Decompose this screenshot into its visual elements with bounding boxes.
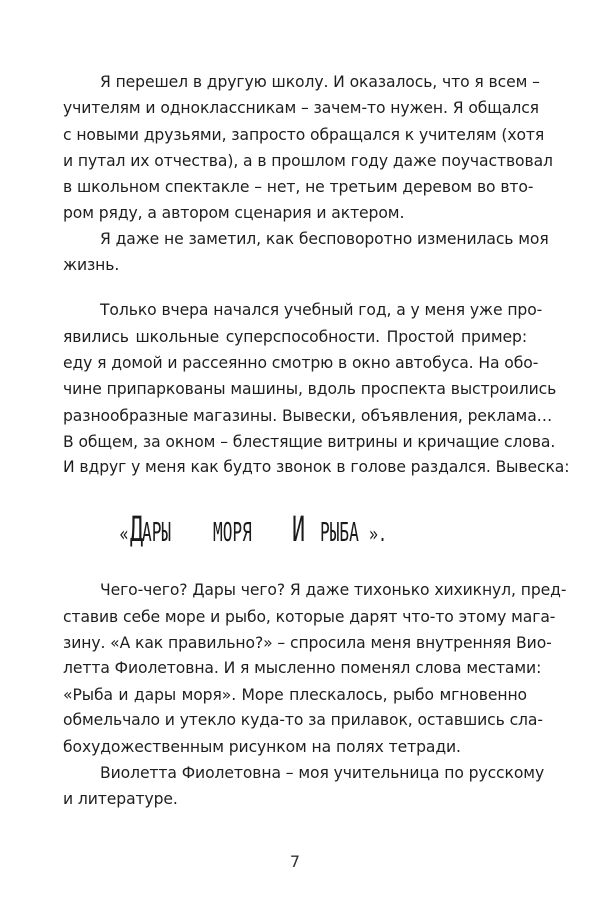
close-quote: ». [369, 522, 388, 546]
text-line: Я перешел в другую школу. И оказалось, что я всем – [100, 73, 540, 91]
text-line: жизнь. [63, 256, 120, 274]
text-line: и путал их отчества), а в прошлом году даже поучаствовал [63, 152, 553, 170]
page-number: 7 [289, 852, 301, 871]
sign-word-morya [213, 518, 276, 548]
text-line: И вдруг у меня как будто звонок в голове раздался. Вывеска: [63, 458, 570, 476]
text-line: зину. «А как правильно?» – спросила меня внутренняя Вио- [63, 634, 552, 652]
text-line: «Рыба и дары моря». Море плескалось, рыбо мгновенно [63, 686, 527, 704]
text-line: в школьном спектакле – нет, не третьим деревом во вто- [63, 178, 534, 196]
text-line: В общем, за окном – блестящие витрины и кричащие слова. [63, 433, 556, 451]
sign-word-dary [130, 510, 189, 550]
text-line: с новыми друзьями, запросто обращался к учителям (хотя [63, 126, 545, 144]
sign-word-i [292, 510, 304, 550]
text-line: ром ряду, а автором сценария и актером. [63, 204, 405, 222]
sign-letter-big: И [291, 510, 305, 550]
text-line: ставив себе море и рыбо, которые дарят что-то этому мага- [63, 608, 556, 626]
text-line: Я даже не заметил, как бесповоротно изменилась моя [100, 230, 549, 248]
sign-letters: МОРЯ [213, 518, 252, 548]
text-line: явились школьные суперспособности. Простой пример: [63, 328, 527, 346]
text-line: летта Фиолетовна. И я мысленно поменял слова местами: [63, 659, 542, 677]
sign-letters: РЫБА [319, 518, 359, 548]
sign-letters: АРЫ [142, 518, 172, 548]
text-line: Виолетта Фиолетовна – моя учительница по русскому [100, 764, 545, 782]
text-line: чине припаркованы машины, вдоль проспекта выстроились [63, 380, 557, 398]
open-quote: « [119, 522, 129, 546]
text-line: разнообразные магазины. Вывески, объявления, реклама… [63, 407, 553, 425]
shop-sign-text [118, 510, 478, 554]
text-line: Только вчера начался учебный год, а у меня уже про- [100, 301, 543, 319]
text-line: Чего-чего? Дары чего? Я даже тихонько хихикнул, пред- [100, 581, 567, 599]
text-line: и литературе. [63, 790, 178, 808]
text-line: еду я домой и рассеянно смотрю в окно автобуса. На обо- [63, 354, 539, 372]
text-line: бохудожественным рисунком на полях тетради. [63, 738, 461, 756]
text-line: обмельчало и утекло куда-то за прилавок, оставшись сла- [63, 711, 543, 729]
sign-letter-big: Д [130, 510, 144, 550]
text-line: учителям и одноклассникам – зачем-то нужен. Я общался [63, 99, 539, 117]
